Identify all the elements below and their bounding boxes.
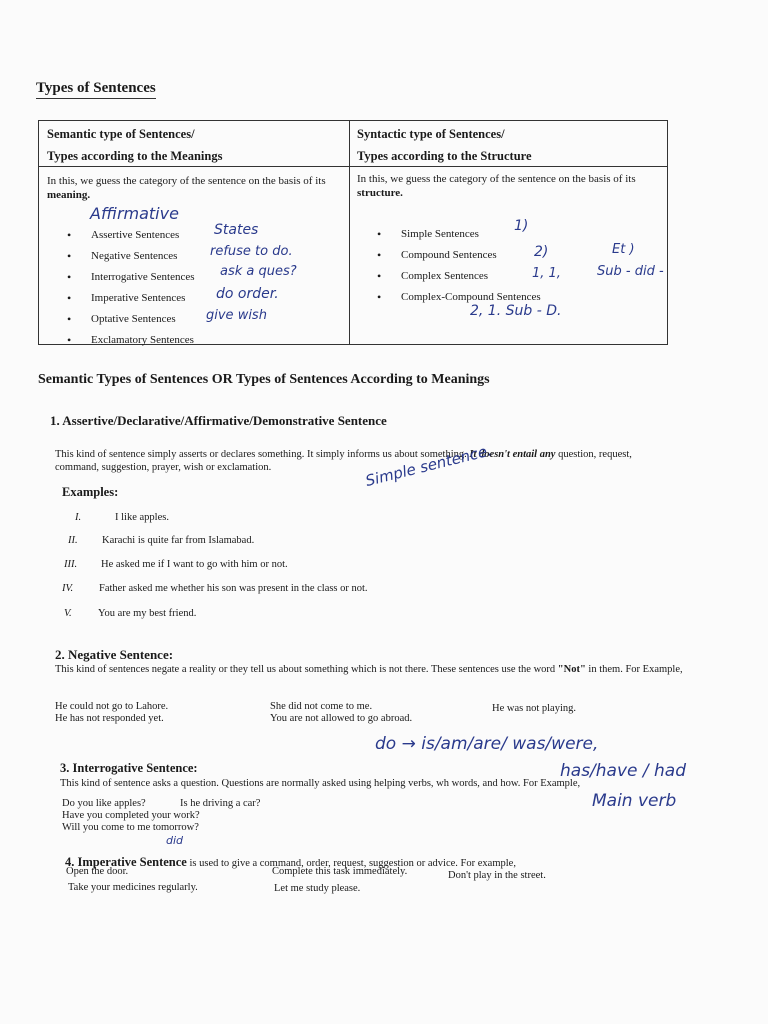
imperative-example: Take your medicines regularly.: [68, 882, 198, 893]
semantic-heading-line1: Semantic type of Sentences/: [47, 127, 195, 141]
semantic-description: [47, 174, 337, 202]
handwritten-note: Main verb: [592, 791, 677, 811]
sentence-types-table: [38, 120, 668, 345]
negative-example: He was not playing.: [492, 703, 576, 714]
negative-desc-text-2: in them. For Example,: [585, 664, 683, 675]
syntactic-column-heading: [357, 123, 532, 167]
assertive-desc-text: This kind of sentence simply asserts or declares something. It simply informs us about something.: [55, 449, 470, 460]
list-item: • Interrogative Sentences: [61, 267, 195, 288]
handwritten-note: do → is/am/are/ was/were,: [375, 734, 599, 754]
example-row: [64, 559, 288, 570]
handwritten-note: did: [166, 834, 184, 847]
list-item: • Complex-Compound Sentences: [371, 287, 541, 308]
syntactic-description: [357, 172, 657, 200]
imperative-example: Don't play in the street.: [448, 870, 546, 881]
handwritten-note: Et ): [612, 242, 635, 257]
list-item: • Optative Sentences: [61, 309, 195, 330]
handwritten-note: Simple sentence.: [363, 441, 494, 490]
interrogative-example: Is he driving a car?: [180, 798, 261, 809]
negative-example: He has not responded yet.: [55, 713, 164, 724]
interrogative-description: This kind of sentence asks a question. Questions are normally asked using helping verbs, wh words, and how. For Example,: [60, 778, 581, 789]
list-item: • Imperative Sentences: [61, 288, 195, 309]
assertive-description: [55, 448, 655, 474]
imperative-example: Complete this task immediately.: [272, 866, 408, 877]
list-item: • Exclamatory Sentences: [61, 330, 195, 351]
negative-desc-bold: "Not": [557, 664, 586, 675]
syntactic-heading-line1: Syntactic type of Sentences/: [357, 127, 505, 141]
example-text: Father asked me whether his son was present in the class or not.: [99, 583, 368, 594]
page-title: Types of Sentences: [36, 80, 156, 99]
semantic-types-list: [61, 225, 195, 351]
semantic-desc-bold: meaning.: [47, 189, 91, 201]
handwritten-note: 2, 1. Sub - D.: [470, 303, 562, 319]
list-item: • Compound Sentences: [371, 245, 541, 266]
example-text: He asked me if I want to go with him or not.: [101, 559, 288, 570]
imperative-example: Open the door.: [66, 866, 129, 877]
example-row: [64, 608, 196, 619]
interrogative-example: Have you completed your work?: [62, 810, 200, 821]
example-text: You are my best friend.: [98, 608, 197, 619]
negative-example: He could not go to Lahore.: [55, 701, 169, 712]
list-item: • Negative Sentences: [61, 246, 195, 267]
assertive-heading: 1. Assertive/Declarative/Affirmative/Demonstrative Sentence: [50, 413, 387, 428]
example-number: II.: [68, 535, 78, 546]
syntactic-types-list: [371, 224, 541, 308]
interrogative-heading: 3. Interrogative Sentence:: [60, 761, 198, 775]
example-number: I.: [75, 512, 82, 523]
negative-heading: 2. Negative Sentence:: [55, 647, 174, 662]
imperative-example: Let me study please.: [274, 883, 361, 894]
semantic-desc-text: In this, we guess the category of the sentence on the basis of its: [47, 175, 326, 187]
semantic-heading-line2: Types according to the Meanings: [47, 149, 223, 163]
assertive-desc-bold: It doesn't entail any: [469, 449, 556, 460]
examples-label: Examples:: [62, 485, 119, 499]
handwritten-note: ask a ques?: [220, 264, 297, 279]
negative-example: She did not come to me.: [270, 701, 373, 712]
example-text: I like apples.: [115, 512, 169, 523]
handwritten-note: has/have / had: [560, 761, 687, 781]
imperative-description: is used to give a command, order, request, suggestion or advice. For example,: [186, 858, 516, 869]
syntactic-desc-bold: structure.: [357, 187, 403, 199]
example-row: [62, 583, 368, 594]
negative-description: [55, 663, 705, 676]
example-number: IV.: [62, 583, 74, 594]
imperative-heading: 4. Imperative Sentence: [65, 855, 187, 869]
handwritten-note: Sub - did -: [597, 264, 664, 279]
example-number: V.: [64, 608, 72, 619]
handwritten-note: 1, 1,: [532, 266, 561, 281]
syntactic-heading-line2: Types according to the Structure: [357, 149, 532, 163]
handwritten-note: give wish: [206, 308, 267, 323]
table-divider-vertical: [349, 121, 350, 344]
handwritten-note: refuse to do.: [210, 244, 293, 259]
list-item: • Assertive Sentences: [61, 225, 195, 246]
interrogative-example: Do you like apples?: [62, 798, 146, 809]
interrogative-example: Will you come to me tomorrow?: [62, 822, 199, 833]
list-item: • Complex Sentences: [371, 266, 541, 287]
handwritten-note: States: [214, 222, 259, 238]
handwritten-note: Affirmative: [90, 204, 179, 223]
assertive-desc-text-2: question, request, command, suggestion, prayer, wish or exclamation.: [55, 449, 632, 473]
handwritten-note: 2): [534, 244, 549, 260]
handwritten-note: 1): [514, 218, 529, 234]
negative-example: You are not allowed to go abroad.: [270, 713, 413, 724]
example-number: III.: [64, 559, 78, 570]
section-title: Semantic Types of Sentences OR Types of Sentences According to Meanings: [38, 372, 490, 387]
example-row: [68, 535, 254, 546]
list-item: • Simple Sentences: [371, 224, 541, 245]
example-text: Karachi is quite far from Islamabad.: [102, 535, 255, 546]
negative-desc-text: This kind of sentences negate a reality or they tell us about something which is not there. These sentences use the word: [55, 664, 558, 675]
example-row: [75, 512, 169, 523]
syntactic-desc-text: In this, we guess the category of the sentence on the basis of its: [357, 173, 636, 185]
handwritten-note: do order.: [216, 286, 279, 302]
semantic-column-heading: [47, 123, 222, 167]
